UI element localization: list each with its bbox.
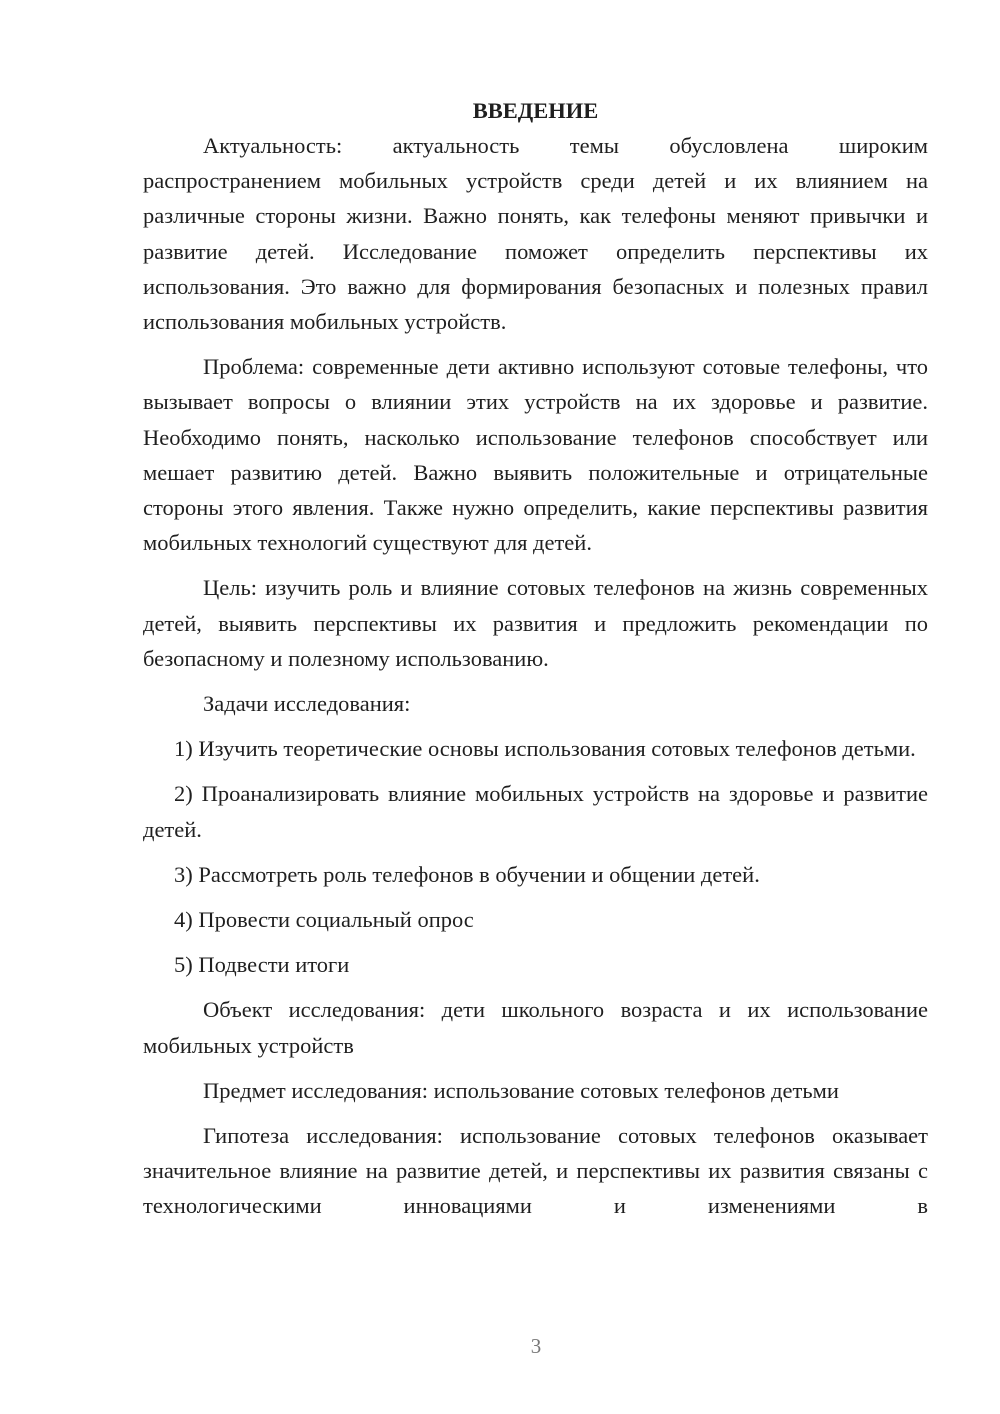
hypothesis-paragraph: Гипотеза исследования: использование сотовых телефонов оказывает значительное влияние на развитие детей, и перспективы их развития связаны с технологическими инновациями и изменениями в bbox=[143, 1123, 928, 1219]
task-item: 3) Рассмотреть роль телефонов в обучении и общении детей. bbox=[174, 861, 760, 887]
tasks-heading: Задачи исследования: bbox=[203, 691, 411, 717]
problem-paragraph: Проблема: современные дети активно используют сотовые телефоны, что вызывает вопросы о влиянии этих устройств на их здоровье и развитие. Необходимо понять, насколько использование телефонов способствует или мешает развитию детей. Важно выявить положительные и отрицательные стороны этого явления. Также нужно определить, какие перспективы развития мобильных технологий существуют для детей. bbox=[143, 354, 928, 556]
subject-paragraph: Предмет исследования: использование сотовых телефонов детьми bbox=[203, 1077, 839, 1103]
page-body bbox=[143, 93, 928, 1224]
task-item: 2) Проанализировать влияние мобильных устройств на здоровье и развитие детей. bbox=[143, 781, 928, 842]
relevance-paragraph: Актуальность: актуальность темы обусловлена широким распространением мобильных устройств среди детей и их влиянием на различные стороны жизни. Важно понять, как телефоны меняют привычки и развитие детей. Исследование поможет определить перспективы их использования. Это важно для формирования безопасных и полезных правил использования мобильных устройств. bbox=[143, 133, 928, 335]
page-number: 3 bbox=[530, 1334, 542, 1358]
task-item: 4) Провести социальный опрос bbox=[174, 907, 474, 933]
goal-paragraph: Цель: изучить роль и влияние сотовых телефонов на жизнь современных детей, выявить перспективы их развития и предложить рекомендации по безопасному и полезному использованию. bbox=[143, 575, 928, 671]
page-title: ВВЕДЕНИЕ bbox=[472, 98, 599, 123]
task-item: 1) Изучить теоретические основы использования сотовых телефонов детьми. bbox=[174, 736, 916, 762]
task-item: 5) Подвести итоги bbox=[174, 952, 350, 978]
object-paragraph: Объект исследования: дети школьного возраста и их использование мобильных устройств bbox=[143, 997, 928, 1058]
